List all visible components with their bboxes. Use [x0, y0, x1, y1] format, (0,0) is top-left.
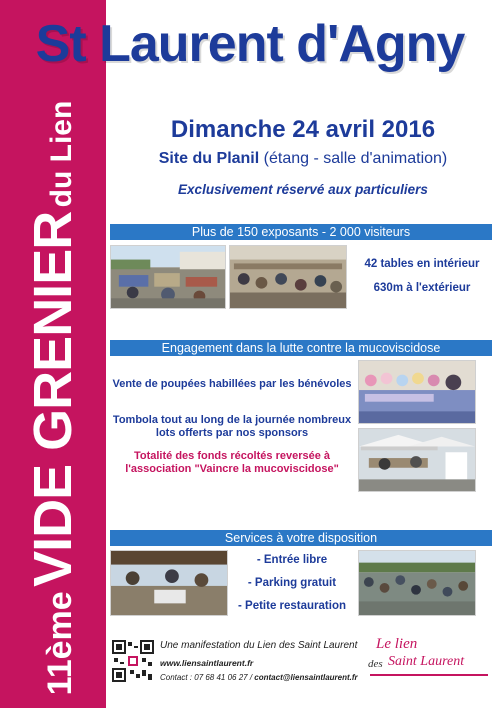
vertical-title [22, 101, 84, 696]
restriction-note: Exclusivement réservé aux particuliers [178, 182, 428, 197]
organizer-logo [366, 634, 490, 686]
services-band: Services à votre disposition [110, 530, 492, 546]
event-suffix: du Lien [45, 100, 78, 208]
exhibitors-band: Plus de 150 exposants - 2 000 visiteurs [110, 224, 492, 240]
site-name: Site du Planil [158, 150, 260, 167]
organizer-text: Une manifestation du Lien des Saint Laurent [160, 640, 358, 651]
logo-underline [370, 674, 488, 676]
website-link[interactable]: www.liensaintlaurent.fr [160, 658, 254, 668]
logo-line1: Le lien [376, 636, 418, 652]
indoor-hall-photo [229, 245, 347, 309]
contact-phone: Contact : 07 68 41 06 27 / [160, 673, 255, 682]
contact-email-link[interactable]: contact@liensaintlaurent.fr [254, 673, 358, 682]
free-parking-service: - Parking gratuit [247, 577, 337, 589]
contact-line [160, 673, 358, 682]
qr-code-icon [112, 640, 154, 682]
logo-line2: des [368, 658, 383, 670]
dolls-sale-text: Vente de poupées habillées par les bénévoles [112, 378, 352, 390]
dolls-stand-photo [358, 360, 476, 424]
outdoor-area-stat: 630m à l'extérieur [373, 282, 471, 294]
logo-line3: Saint Laurent [388, 654, 465, 669]
free-entry-service: - Entrée libre [256, 554, 328, 566]
edition-label: 11ème [41, 591, 79, 696]
food-stand-photo [110, 550, 228, 616]
tent-stand-photo [358, 428, 476, 492]
outdoor-market-photo [110, 245, 226, 309]
sidebar [0, 0, 106, 708]
event-site [106, 150, 500, 168]
site-detail: (étang - salle d'animation) [263, 150, 448, 167]
tombola-text: Tombola tout au long de la journée nombreux lots offerts par nos sponsors [112, 414, 352, 439]
indoor-tables-stat: 42 tables en intérieur [364, 258, 480, 270]
engagement-band: Engagement dans la lutte contre la mucoviscidose [110, 340, 492, 356]
catering-service: - Petite restauration [238, 600, 346, 612]
funds-donation-text: Totalité des fonds récoltés reversée à l'association "Vaincre la mucoviscidose" [125, 450, 339, 475]
crowd-outdoor-photo [358, 550, 476, 616]
event-date: Dimanche 24 avril 2016 [170, 116, 436, 143]
event-name: VIDE GRENIER [23, 211, 83, 587]
town-title: St Laurent d'Agny [35, 15, 465, 73]
